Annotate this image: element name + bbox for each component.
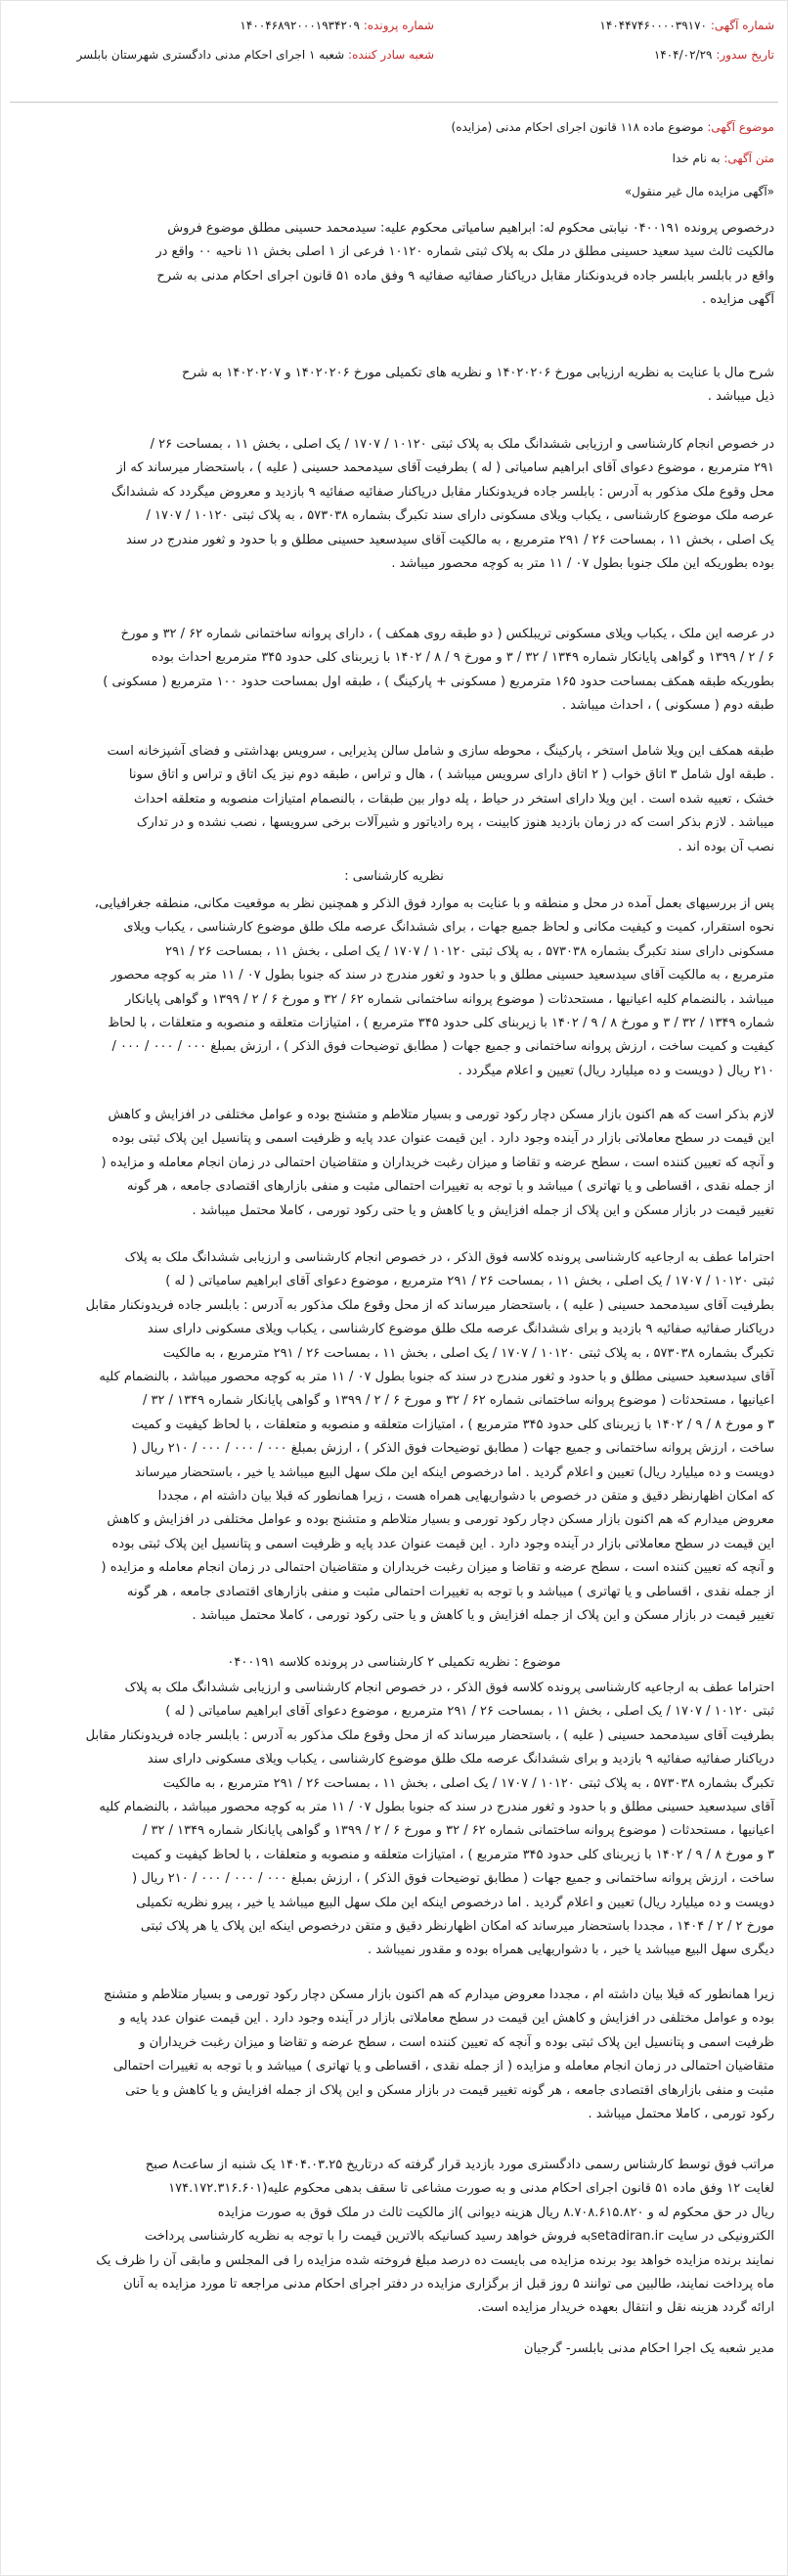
text-line: ماه پرداخت نمایند، طالبین می توانند ۵ روز قبل از برگزاری مزایده در دفتر اجرای احکام مدنی مراجعه تا مورد مزایده به آنان [123,2277,774,2292]
text-line: شرح مال با عنایت به نظریه ارزیابی مورخ ۱۴۰۲۰۲۰۶ و نظریه های تکمیلی مورخ ۱۴۰۲۰۲۰۶ و ۱۴۰۲۰۲۰۷ به شرح [182,366,774,380]
text-line: نصب آن بوده اند . [678,839,774,854]
text-line: دریاکنار صفائیه صفائیه ۹ بازدید و برای ششدانگ عرصه ملک طلق موضوع کارشناسی ، یکباب ویلای مسکونی دارای سند [147,1752,774,1768]
paragraph-case-intro [14,217,774,313]
text-line: ۳ و مورخ ۸ / ۹ / ۱۴۰۲ با زیربنای کلی حدود ۳۴۵ مترمربع ) ، امتیازات متعلقه و منصوبه و متعلقات ، با لحاظ کیفیت و کمیت [131,1847,774,1862]
text-line: میباشد . لازم بذکر است که در زمان بازدید هنوز کابینت ، پره رادیاتور و شیرآلات برخی سرویسها ، نصب نشده و در تدارک [136,815,774,831]
text-line: تغییر قیمت در بازار مسکن و این پلاک از جمله افزایش و یا کاهش و یا حتی رکود تورمی ، کاملا محتمل میباشد . [192,1608,774,1624]
text-line: دویست و ده میلیارد ریال) تعیین و اعلام گردید . اما درخصوص اینکه این ملک سهل البیع میباشد یا خیر ، باستحضار میرساند [135,1464,774,1480]
issuing-branch: شعبه سادر کننده: شعبه ۱ اجرای احکام مدنی دادگستری شهرستان بابلسر [76,48,434,62]
paragraph-market-note [14,1104,774,1223]
text-line: ارائه گردد هزینه نقل و انتقال بعهده خریدار مزایده است. [477,2300,774,2316]
paragraph-building [14,623,774,719]
file-number: شماره پرونده: ۱۴۰۰۴۶۸۹۲۰۰۰۱۹۳۴۲۰۹ [240,19,434,32]
text-line: ثبتی ۱۰۱۲۰ / ۱۷۰۷ / یک اصلی ، بخش ۱۱ ، بمساحت ۲۶ / ۲۹۱ مترمربع ، موضوع دعوای آقای ابراهیم سامیاتی ( له ) [165,1274,774,1289]
text-intro-line: متن آگهی: به نام خدا [672,152,774,165]
text-line: درخصوص پرونده ۰۴۰۰۱۹۱ نیابتی محکوم له: ابراهیم سامیاتی محکوم علیه: سیدمحمد حسینی مطلق موضوع فروش [167,221,774,236]
signature: مدیر شعبه یک اجرا احکام مدنی بابلسر- گرجیان [523,2341,774,2356]
paragraph-market-repeat [14,1984,774,2126]
text-line: ریال در حق محکوم له و ۸.۷۰۸.۶۱۵.۸۲۰ ریال هزینه دیوانی )از مالکیت ثالث در ملک فوق به صورت مزایده [217,2205,774,2220]
text-line: لغایت ۱۲ وفق ماده ۵۱ قانون اجرای احکام مدنی و به صورت مشاعی تا سقف بدهی محکوم علیه(۱۷۴.۱۷۲.۳۱۶.۶۰۱ [168,2181,774,2197]
text-line: تغییر قیمت در بازار مسکن و این پلاک از جمله افزایش و یا کاهش و یا حتی رکود تورمی ، کاملا محتمل میباشد . [192,1202,774,1218]
text-line: مثبت و منفی بازارهای اقتصادی جامعه ، هر گونه تغییر قیمت در بازار مسکن و این پلاک از جمله افزایش و یا کاهش و یا حتی [125,2082,774,2098]
text-line: ذیل میباشد . [707,389,774,405]
text-line: بطرفیت آقای سیدمحمد حسینی ( علیه ) ، باستحضار میرساند که از محل وقوع ملک مذکور به آدرس : بابلسر جاده فریدونکنار مقابل [85,1727,774,1743]
text-line: ثبتی ۱۰۱۲۰ / ۱۷۰۷ / یک اصلی ، بخش ۱۱ ، بمساحت ۲۶ / ۲۹۱ مترمربع ، موضوع دعوای آقای ابراهیم سامیاتی ( له ) [165,1704,774,1720]
text-line: مورخ ۲ / ۲ / ۱۴۰۴ ، مجددا باستحضار میرساند که امکان اظهارنظر دقیق و متقن درخصوص اینکه این پلاک یا هر پلاک ثبتی [140,1919,774,1935]
text-line: یک اصلی ، بخش ۱۱ ، بمساحت ۲۶ / ۲۹۱ مترمربع ، به مالکیت آقای سیدسعید حسینی مطلق و با حدود و ثغور مندرج در سند [125,532,774,547]
text-line: واقع در بابلسر بابلسر جاده فریدونکنار مقابل دریاکنار صفائیه صفائیه ۹ وفق ماده ۵۱ قانون اجرای احکام مدنی به شرح [156,268,774,284]
text-line: الکترونیکی در سایت setadiran.irبه فروش خواهد رسید کسانیکه بالاترین قیمت را با توجه به نظریه کارشناسی پرداخت [144,2229,774,2245]
paragraph-inspection [14,433,774,576]
text-line: بطوریکه طبقه همکف بمساحت حدود ۱۶۵ مترمربع ( مسکونی + پارکینگ ) ، طبقه اول بمساحت حدود ۱۰۰ مترمربع ( مسکونی ) [103,674,774,689]
paragraph-supplementary-2 [14,1677,774,1963]
text-line: اعیانیها ، مستحدثات ( موضوع پروانه ساختمانی شماره ۶۲ / ۳۲ و مورخ ۶ / ۲ / ۱۳۹۹ و گواهی پایانکار شماره ۱۳۴۹ / ۳۲ / [143,1393,774,1409]
issue-date: تاریخ سدور: ۱۴۰۴/۰۲/۲۹ [653,48,774,62]
text-line: لازم بذکر است که هم اکنون بازار مسکن دچار رکود تورمی و بسیار متلاطم و متشنج بوده و عوامل مختلفی در افزایش و کاهش [108,1108,774,1122]
text-line: و آنچه که تعیین کننده است ، سطح عرضه و تقاضا و میزان رغبت خریداران و متقاضیان احتمالی در زمان انجام معامله و مزایده ( [101,1155,774,1170]
text-line: عرصه ملک موضوع کارشناسی ، یکباب ویلای مسکونی دارای سند تکبرگ بشماره ۵۷۳۰۳۸ ، به پلاک ثبتی ۱۰۱۲۰ / ۱۷۰۷ / [146,508,774,524]
text-line: زیرا همانطور که قبلا بیان داشته ام ، مجددا معروض میدارم که هم اکنون بازار مسکن دچار رکود تورمی و بسیار متلاطم و متشنج [104,1987,774,2002]
header-divider [10,102,778,103]
text-line: مسکونی دارای سند تکبرگ بشماره ۵۷۳۰۳۸ ، به پلاک ثبتی ۱۰۱۲۰ / ۱۷۰۷ / یک اصلی ، بخش ۱۱ ، بمساحت ۲۶ / ۲۹۱ [165,943,774,959]
text-line: خشک ، تعبیه شده است . این ویلا دارای استخر در حیاط ، پله دوار بین طبقات ، بالنصمام امتیازات منصوبه و متعلقه احداث [134,791,774,807]
text-line: بطرفیت آقای سیدمحمد حسینی ( علیه ) ، باستحضار میرساند که از محل وقوع ملک مذکور به آدرس : بابلسر جاده فریدونکنار مقابل [85,1297,774,1313]
text-line: میباشد ، بالنضمام کلیه اعیانیها ، مستحدثات ( موضوع پروانه ساختمانی شماره ۶۲ / ۳۲ و مورخ ۶ / ۲ / ۱۳۹۹ و گواهی پایانکار [124,991,774,1007]
text-line: متقاضیان احتمالی در زمان انجام معامله و مزایده ( از جمله نقدی ، اقساطی و یا تهاتری ) میباشد و با توجه به تغییرات احتمالی [112,2059,774,2074]
paragraph-asset-description [14,362,774,410]
notice-number: شماره آگهی: ۱۴۰۴۴۷۴۶۰۰۰۰۳۹۱۷۰ [599,19,774,32]
text-line: آگهی مزایده . [701,292,774,308]
text-line: معروض میدارم که هم اکنون بازار مسکن دچار رکود تورمی و بسیار متلاطم و متشنج بوده و عوامل مختلفی در افزایش و کاهش [107,1512,774,1528]
text-line: ۲۹۱ مترمربع ، موضوع دعوای آقای ابراهیم سامیاتی ( له ) بطرفیت آقای سیدمحمد حسینی ( علیه ) ، باستحضار میرساند که از [116,460,774,476]
text-line: که امکان اظهارنظر دقیق و متقن در خصوص با دشواریهایی همراه هست ، زیرا همانطور که قبلا بیان داشته ام ، مجددا [157,1489,774,1505]
text-line: این قیمت در سطح معاملاتی بازار در آینده وجود دارد . این قیمت عنوان عدد پایه و ظرفیت اسمی و پتانسیل این پلاک ثبتی بوده [111,1131,774,1147]
text-line: آقای سیدسعید حسینی مطلق و با حدود و ثغور مندرج در سند که جنوبا بطول ۰۷ / ۱۱ متر به کوچه محصور میباشد ، بالنضمام کلیه [99,1800,774,1815]
text-line: از جمله نقدی ، اقساطی و یا تهاتری ) میباشد و با توجه به تغییرات احتمالی مثبت و منفی بازارهای اقتصادی جامعه ، هر گونه [127,1179,774,1195]
subject-line: موضوع آگهی: موضوع ماده ۱۱۸ قانون اجرای احکام مدنی (مزایده) [451,120,774,134]
text-line: ۳ و مورخ ۸ / ۹ / ۱۴۰۲ با زیربنای کلی حدود ۳۴۵ مترمربع ) ، امتیازات متعلقه و منصوبه و متعلقات ، با لحاظ کیفیت و کمیت [131,1417,774,1432]
text-line: مالکیت ثالث سید سعید حسینی مطلق در ملک به پلاک ثبتی شماره ۱۰۱۲۰ فرعی از ۱ اصلی بخش ۱۱ ناحیه ۰۰ واقع در [155,244,774,260]
text-line: احتراما عطف به ارجاعیه کارشناسی پرونده کلاسه فوق الذکر ، در خصوص انجام کارشناسی و ارزیابی ششدانگ ملک به پلاک [124,1250,774,1265]
text-line: نمایند برنده مزایده خواهد بود برنده مزایده می بایست ده درصد مبلغ فروخته شده مزایده را فی المجلس و مابقی آن را ظرف یک [96,2252,774,2268]
paragraph-expert-opinion [14,893,774,1083]
text-line: نحوه استقرار، کمیت و کیفیت مکانی و لحاظ جمیع جهات ، برای ششدانگ عرصه ملک طلق موضوع کارشناسی ، یکباب ویلای [123,920,774,936]
text-line: ۲۱۰ ریال ( دویست و ده میلیارد ریال) تعیین و اعلام میگردد . [458,1063,774,1078]
text-line: شماره ۱۳۴۹ / ۳۲ / ۳ و مورخ ۸ / ۹ / ۱۴۰۲ با زیربنای کلی حدود ۳۴۵ مترمربع ) ، امتیازات متعلقه و منصوبه و متعلقات ، با لحاظ [108,1016,774,1031]
text-line: طبقه همکف این ویلا شامل استخر ، پارکینگ ، محوطه سازی و شامل سالن پذیرایی ، سرویس بهداشتی و فضای آشپزخانه است [107,744,774,759]
text-line: محل وقوع ملک مذکور به آدرس : بابلسر جاده فریدونکنار مقابل دریاکنار صفائیه صفائیه ۹ بازدید و معروض میگردد که ششدانگ [110,484,774,500]
text-line: اعیانیها ، مستحدثات ( موضوع پروانه ساختمانی شماره ۶۲ / ۳۲ و مورخ ۶ / ۲ / ۱۳۹۹ و گواهی پایانکار شماره ۱۳۴۹ / ۳۲ / [143,1823,774,1839]
text-line: ۶ / ۲ / ۱۳۹۹ و گواهی پایانکار شماره ۱۳۴۹ / ۳۲ / ۳ و مورخ ۹ / ۸ / ۱۴۰۲ با زیربنای کلی حدود ۳۴۵ مترمربع احداث بوده [151,650,774,666]
section-title-expert-opinion: نظریه کارشناسی : [344,869,444,884]
text-line: ظرفیت اسمی و پتانسیل این پلاک ثبتی بوده و آنچه که تعیین کننده است ، سطح عرضه و تقاضا و میزان رغبت خریداران و [139,2034,774,2050]
text-line: پس از بررسیهای بعمل آمده در محل و منطقه و با عنایت به موارد فوق الذکر و همچنین نظر به موقعیت مکانی، منطقه جغرافیایی، [94,896,774,911]
text-line: احتراما عطف به ارجاعیه کارشناسی پرونده کلاسه فوق الذکر ، در خصوص انجام کارشناسی و ارزیابی ششدانگ ملک به پلاک [124,1681,774,1695]
text-line: این قیمت در سطح معاملاتی بازار در آینده وجود دارد . این قیمت عنوان عدد پایه و ظرفیت اسمی و پتانسیل این پلاک ثبتی بوده [111,1536,774,1551]
text-line: دیگری سهل البیع میباشد یا خیر ، با دشواریهایی همراه بوده و مقدور نمیباشد . [367,1943,774,1958]
text-line: دویست و ده میلیارد ریال) تعیین و اعلام گردید . اما درخصوص اینکه این ملک سهل البیع میباشد یا خیر ، پیرو نظریه تکمیلی [136,1895,774,1910]
text-line: بوده و عوامل مختلفی در افزایش و کاهش این قیمت در سطح معاملاتی بازار در آینده وجود دارد . این قیمت عنوان عدد پایه و [119,2011,774,2027]
text-line: ساخت ، ارزش پروانه ساختمانی و جمیع جهات ( مطابق توضیحات فوق الذکر ) ، ارزش بمبلغ ۰۰۰ / ۰۰۰ / ۰۰۰ / ۲۱۰ ریال ( [132,1871,774,1887]
text-line: . طبقه اول شامل ۳ اتاق خواب ( ۲ اتاق دارای سرویس میباشد ) ، هال و تراس ، طبقه دوم نیز یک اتاق و تراس و اتاق سونا [128,767,774,783]
text-line: طبقه دوم ( مسکونی ) ، احداث میباشد . [561,698,774,714]
text-line: مراتب فوق توسط کارشناس رسمی دادگستری مورد بازدید قرار گرفته که درتاریخ ۱۴۰۴.۰۳.۲۵ یک شنبه از ساعت۸ صبح [145,2158,774,2172]
text-line: از جمله نقدی ، اقساطی و یا تهاتری ) میباشد و با توجه به تغییرات احتمالی مثبت و منفی بازارهای اقتصادی جامعه ، هر گونه [127,1584,774,1599]
text-line: تکبرگ بشماره ۵۷۳۰۳۸ ، به پلاک ثبتی ۱۰۱۲۰ / ۱۷۰۷ / یک اصلی ، بخش ۱۱ ، بمساحت ۲۶ / ۲۹۱ مترمربع ، به مالکیت [162,1775,774,1791]
text-line: در خصوص انجام کارشناسی و ارزیابی ششدانگ ملک به پلاک ثبتی ۱۰۱۲۰ / ۱۷۰۷ / یک اصلی ، بخش ۱۱ ، بمساحت ۲۶ / [150,437,774,452]
text-line: تکبرگ بشماره ۵۷۳۰۳۸ ، به پلاک ثبتی ۱۰۱۲۰ / ۱۷۰۷ / یک اصلی ، بخش ۱۱ ، بمساحت ۲۶ / ۲۹۱ مترمربع ، به مالکیت [162,1345,774,1361]
text-line: مترمربع ، به مالکیت آقای سیدسعید حسینی مطلق و با حدود و ثغور مندرج در سند که جنوبا بطول ۰۷ / ۱۱ متر به کوچه محصور [110,968,774,983]
text-line: رکود تورمی ، کاملا محتمل میباشد . [588,2107,774,2122]
text-line: ساخت ، ارزش پروانه ساختمانی و جمیع جهات ( مطابق توضیحات فوق الذکر ) ، ارزش بمبلغ ۰۰۰ / ۰۰۰ / ۰۰۰ / ۲۱۰ ریال ( [132,1441,774,1457]
text-line: در عرصه این ملک ، یکباب ویلای مسکونی تریبلکس ( دو طبقه روی همکف ) ، دارای پروانه ساختمانی شماره ۶۲ / ۳۲ و مورخ [120,627,774,641]
text-line: کیفیت و کمیت ساخت ، ارزش پروانه ساختمانی و جمیع جهات ( مطابق توضیحات فوق الذکر ) ، ارزش بمبلغ ۰۰۰ / ۰۰۰ / ۰۰۰ / [111,1039,774,1055]
text-line: و آنچه که تعیین کننده است ، سطح عرضه و تقاضا و میزان رغبت خریداران و متقاضیان احتمالی در زمان انجام معامله و مزایده ( [101,1560,774,1576]
paragraph-floors [14,740,774,859]
text-line: دریاکنار صفائیه صفائیه ۹ بازدید و برای ششدانگ عرصه ملک طلق موضوع کارشناسی ، یکباب ویلای مسکونی دارای سند [147,1322,774,1337]
notice-title: «آگهی مزایده مال غیر منقول» [624,185,774,198]
paragraph-auction-terms [14,2154,774,2321]
text-line: بوده بطوریکه این ملک جنوبا بطول ۰۷ / ۱۱ متر به کوچه محصور میباشد . [391,556,774,572]
section-title-supplementary-2: موضوع : نظریه تکمیلی ۲ کارشناسی در پرونده کلاسه ۰۴۰۰۱۹۱ [227,1655,561,1670]
text-line: آقای سیدسعید حسینی مطلق و با حدود و ثغور مندرج در سند که جنوبا بطول ۰۷ / ۱۱ متر به کوچه محصور میباشد ، بالنضمام کلیه [99,1370,774,1385]
paragraph-supplementary-1 [14,1246,774,1629]
